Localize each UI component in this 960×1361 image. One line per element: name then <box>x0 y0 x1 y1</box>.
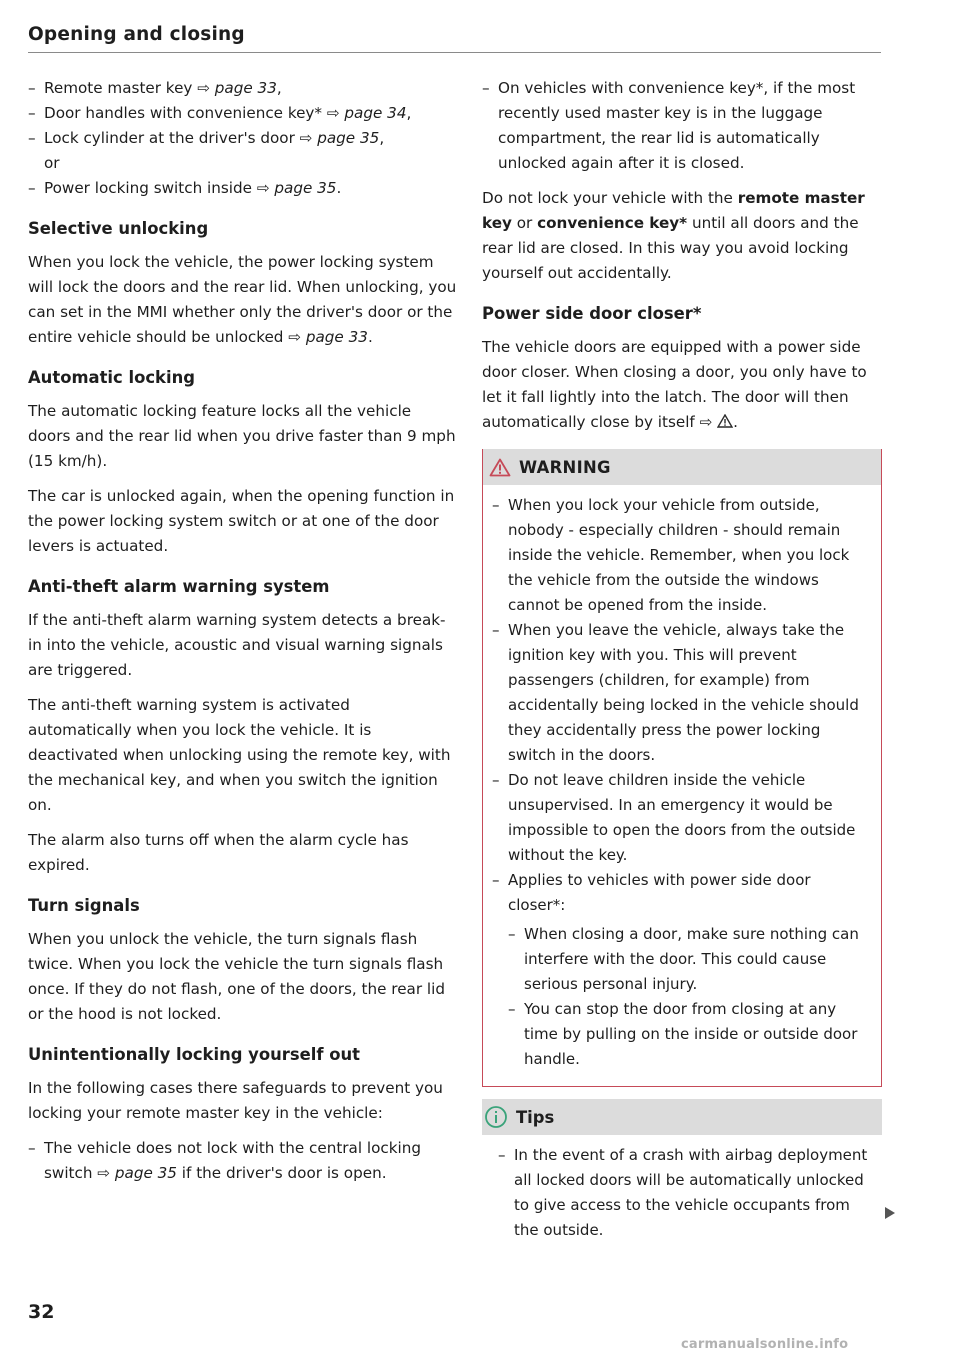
page-link[interactable]: page 33 <box>214 79 277 97</box>
paragraph: When you unlock the vehicle, the turn signals flash twice. When you lock the vehicle the turn signals flash once. If they do not flash, one of the doors, the rear lid or the hood is not locked. <box>28 930 445 1023</box>
page-link[interactable]: page 35 <box>114 1164 177 1182</box>
list-item: – On vehicles with convenience key*, if the most recently used master key is in the luggage compartment, the rear lid is automatically unlocked again after it is closed. <box>482 79 856 172</box>
page-link[interactable]: page 33 <box>305 328 368 346</box>
list-item: – Lock cylinder at the driver's door ⇨ page 35, <box>28 129 385 147</box>
continue-arrow-icon <box>883 1206 897 1220</box>
paragraph: If the anti-theft alarm warning system detects a break-in into the vehicle, acoustic and visual warning signals are triggered. <box>28 611 446 679</box>
page-link[interactable]: page 35 <box>274 179 337 197</box>
list-item: – Power locking switch inside ⇨ page 35. <box>28 179 342 197</box>
list-item: – Remote master key ⇨ page 33, <box>28 79 282 97</box>
warning-body <box>483 485 881 1086</box>
tips-body <box>482 1135 882 1257</box>
paragraph: The vehicle doors are equipped with a power side door closer. When closing a door, you only have to let it fall lightly into the latch. The door will then automatically close by itself ⇨ . <box>482 338 867 431</box>
list-item: – When you leave the vehicle, always take the ignition key with you. This will prevent passengers (children, for example) from accidentally being locked in the vehicle should they accidentally press the power locking switch in the doors. <box>492 621 859 764</box>
watermark: carmanualsonline.info <box>681 1337 849 1352</box>
unlock-methods-list <box>28 76 458 201</box>
section-heading-turn-signals: Turn signals <box>28 896 140 915</box>
page-number: 32 <box>28 1301 55 1323</box>
tips-header <box>482 1099 882 1135</box>
section-heading-unintentional: Unintentionally locking yourself out <box>28 1045 360 1064</box>
paragraph: The automatic locking feature locks all the vehicle doors and the rear lid when you drive faster than 9 mph (15 km/h). <box>28 402 456 470</box>
section-heading-door-closer: Power side door closer* <box>482 304 702 323</box>
list-item: – When you lock your vehicle from outside, nobody - especially children - should remain inside the vehicle. Remember, when you lock the vehicle from the outside the windows cannot be opened from the inside. <box>492 496 850 614</box>
warning-header <box>483 449 881 485</box>
paragraph: The alarm also turns off when the alarm cycle has expired. <box>28 831 409 874</box>
list-item: – The vehicle does not lock with the central locking switch ⇨ page 35 if the driver's door is open. <box>28 1139 422 1182</box>
tips-box <box>482 1099 882 1257</box>
list-subitem: – You can stop the door from closing at any time by pulling on the inside or outside door handle. <box>508 1000 858 1068</box>
right-column <box>482 76 882 1257</box>
page-link[interactable]: page 35 <box>317 129 380 147</box>
section-heading-selective: Selective unlocking <box>28 219 209 238</box>
warning-triangle-icon <box>489 458 511 477</box>
left-column <box>28 76 458 1196</box>
list-subitem: – When closing a door, make sure nothing can interfere with the door. This could cause serious personal injury. <box>508 925 859 993</box>
list-item: – Door handles with convenience key* ⇨ page 34, <box>28 104 412 122</box>
list-item: – In the event of a crash with airbag deployment all locked doors will be automatically unlocked to give access to the vehicle occupants from the outside. <box>498 1146 868 1239</box>
list-item-or: or <box>44 154 60 172</box>
page-link[interactable]: page 34 <box>344 104 407 122</box>
info-icon <box>484 1105 508 1129</box>
list-item: – Do not leave children inside the vehicle unsupervised. In an emergency it would be impossible to open the doors from the outside without the key. <box>492 771 856 864</box>
warning-title: WARNING <box>519 457 611 477</box>
page-header-title: Opening and closing <box>28 24 245 45</box>
header-rule <box>28 52 881 53</box>
tips-title: Tips <box>516 1107 555 1127</box>
safeguard-list-continued <box>482 76 882 176</box>
paragraph: The car is unlocked again, when the opening function in the power locking system switch or at one of the door levers is actuated. <box>28 487 455 555</box>
paragraph: In the following cases there safeguards to prevent you locking your remote master key in the vehicle: <box>28 1079 443 1122</box>
warning-triangle-icon <box>717 414 733 428</box>
section-heading-automatic: Automatic locking <box>28 368 195 387</box>
list-item: – Applies to vehicles with power side door closer*: – When closing a door, make sure nothing can interfere with the door. This could cause serious personal injury. – You can stop the door from closing at any time by pulling on the inside or outside door handle. <box>492 868 869 1072</box>
paragraph: When you lock the vehicle, the power locking system will lock the doors and the rear lid. When unlocking, you can set in the MMI whether only the driver's door or the entire vehicle should be unlocked ⇨ page 33. <box>28 253 457 346</box>
safeguard-list <box>28 1136 458 1186</box>
section-heading-antitheft: Anti-theft alarm warning system <box>28 577 330 596</box>
paragraph: Do not lock your vehicle with the remote master key or convenience key* until all doors and the rear lid are closed. In this way you avoid locking yourself out accidentally. <box>482 189 865 282</box>
paragraph: The anti-theft warning system is activated automatically when you lock the vehicle. It is deactivated when unlocking using the remote key, with the mechanical key, and when you switch the ignition on. <box>28 696 451 814</box>
warning-box <box>482 449 882 1087</box>
